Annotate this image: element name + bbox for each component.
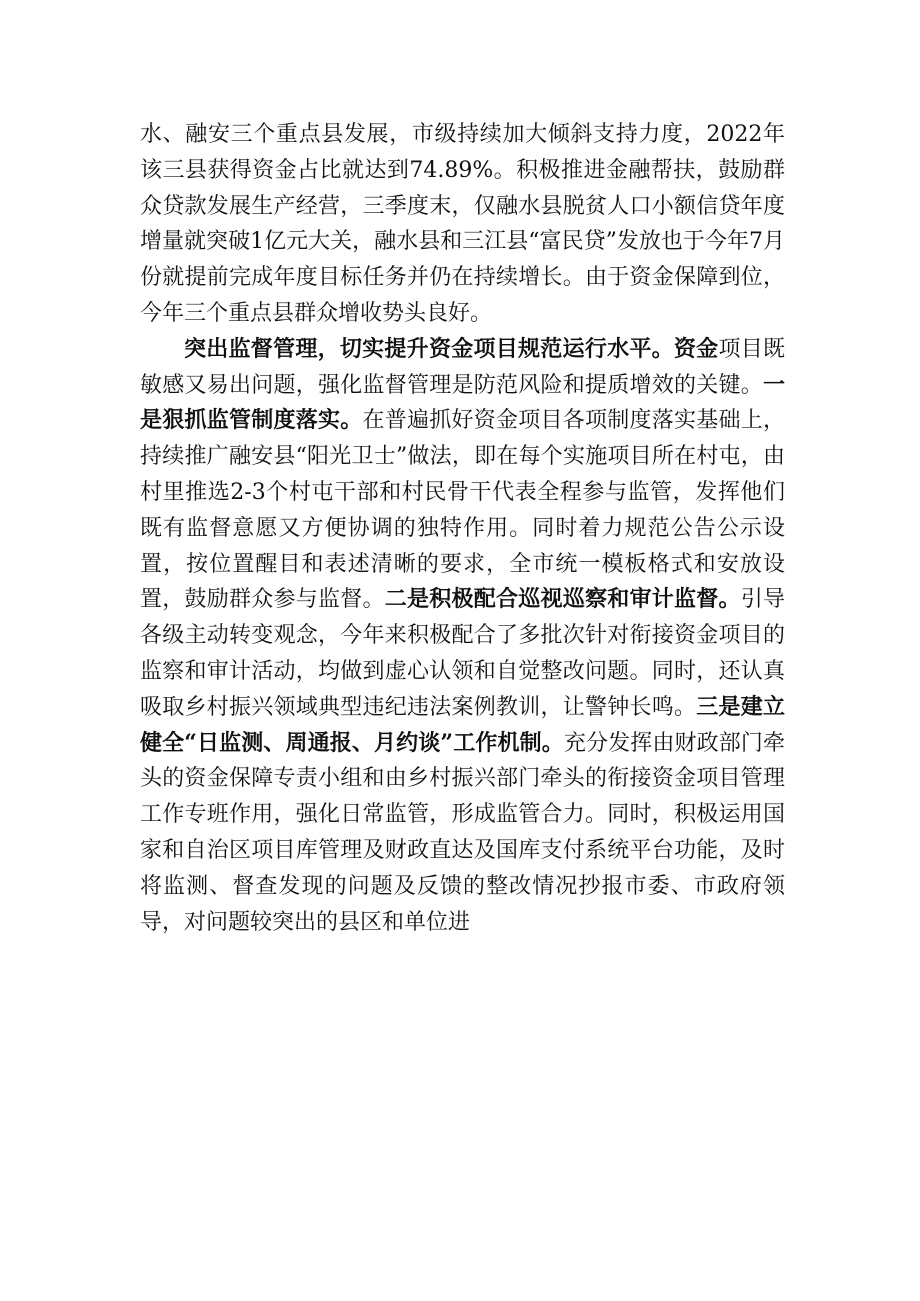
paragraph-2-text-1: 项目既敏感又易出问题，强化监督管理是防范风险和提质增效的关键。: [140, 336, 785, 398]
paragraph-1: [140, 117, 785, 332]
paragraph-2: [140, 332, 785, 941]
point-two-heading: 二是积极配合巡视巡察和审计监督。: [384, 586, 741, 613]
point-one-heading: 一是狠抓监管制度落实。: [140, 371, 785, 434]
section-heading: 突出监督管理，切实提升资金项目规范运行水平。资金: [184, 335, 719, 362]
point-three-heading: 三是建立健全“日监测、周通报、月约谈”工作机制。: [140, 693, 785, 756]
paragraph-2-text-2: 在普遍抓好资金项目各项制度落实基础上，持续推广融安县“阳光卫士”做法，即在每个实施项目所在村屯，由村里推选2-3个村屯干部和村民骨干代表全程参与监管，发挥他们既有监督意愿又方便协调的独特作用。同时着力规范公告公示设置，按位置醒目和表述清晰的要求，全市统一模板格式和安放设置，鼓励群众参与监督。: [140, 408, 785, 613]
paragraph-1-text: 水、融安三个重点县发展，市级持续加大倾斜支持力度，2022年该三县获得资金占比就达到74.89%。积极推进金融帮扶，鼓励群众贷款发展生产经营，三季度末，仅融水县脱贫人口小额信贷年度增量就突破1亿元大关，融水县和三江县“富民贷”发放也于今年7月份就提前完成年度目标任务并仍在持续增长。由于资金保障到位，今年三个重点县群众增收势头良好。: [140, 122, 785, 326]
paragraph-2-text-4: 充分发挥由财政部门牵头的资金保障专责小组和由乡村振兴部门牵头的衔接资金项目管理工作专班作用，强化日常监管，形成监管合力。同时，积极运用国家和自治区项目库管理及财政直达及国库支付系统平台功能，及时将监测、督查发现的问题及反馈的整改情况抄报市委、市政府领导，对问题较突出的县区和单位进: [140, 730, 785, 935]
paragraph-2-text-3: 引导各级主动转变观念，今年来积极配合了多批次针对衔接资金项目的监察和审计活动，均做到虚心认领和自觉整改问题。同时，还认真吸取乡村振兴领域典型违纪违法案例教训，让警钟长鸣。: [140, 587, 785, 720]
document-page: [140, 117, 785, 940]
